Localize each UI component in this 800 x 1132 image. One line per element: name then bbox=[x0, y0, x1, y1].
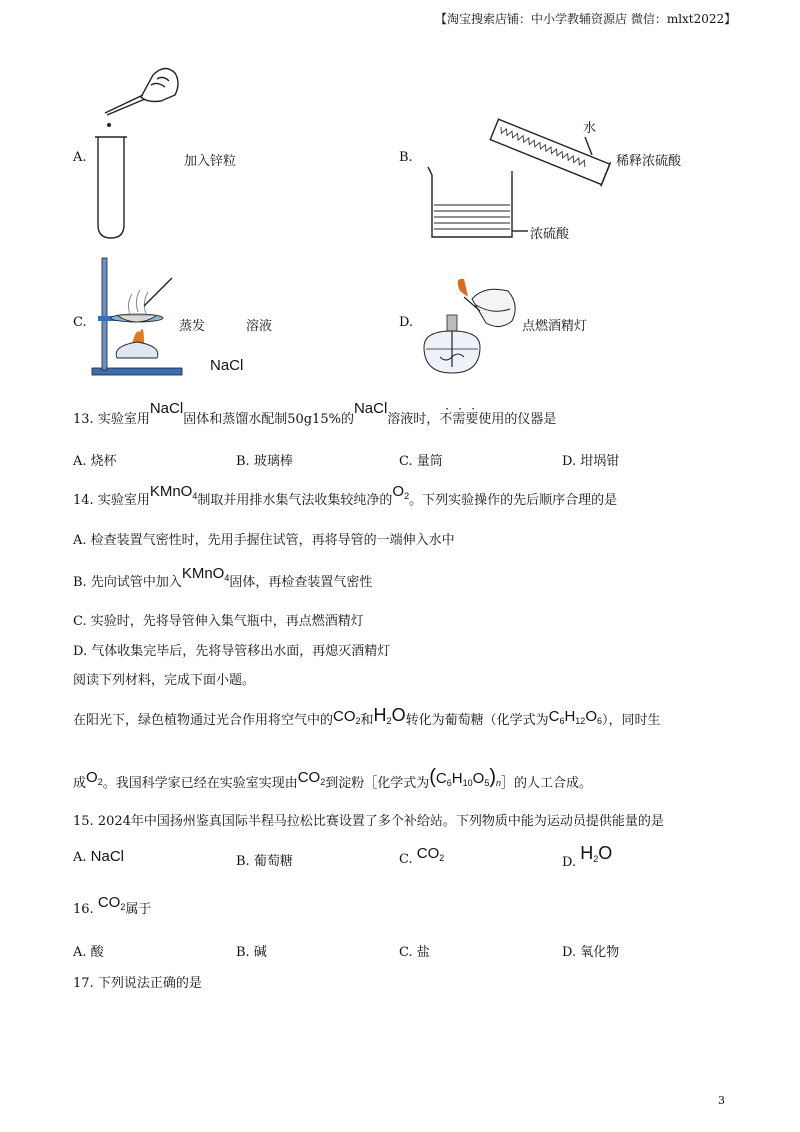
option-a-caption: 加入锌粒 bbox=[184, 154, 237, 169]
q13-text-4: 使用的仪器是 bbox=[478, 412, 557, 427]
question-13-stem: 13. 实验室用NaCl固体和蒸馏水配制50g15%的NaCl溶液时，不 · 需 · 要 · 使用的仪器是 bbox=[73, 400, 557, 427]
q14-option-d[interactable]: D. 气体收集完毕后，先将导管移出水面，再熄灭酒精灯 bbox=[73, 644, 391, 659]
question-14-number: 14. bbox=[73, 493, 94, 508]
question-13-number: 13. bbox=[73, 412, 94, 427]
q14-text-2: 制取并用排水集气法收集较纯净的 bbox=[197, 493, 393, 508]
q13-formula-nacl-2: NaCl bbox=[353, 400, 388, 417]
option-c-letter: C. bbox=[73, 315, 87, 330]
q16-option-b[interactable]: B. 碱 bbox=[236, 945, 267, 960]
add-zinc-illustration bbox=[95, 55, 185, 245]
q13-text-2: 固体和蒸馏水配制50g15%的 bbox=[183, 412, 354, 427]
q14-formula-kmno4: KMnO$_4$ bbox=[149, 483, 198, 501]
q13-emph-1: 不 bbox=[439, 412, 453, 427]
q14-option-c[interactable]: C. 实验时，先将导管伸入集气瓶中，再点燃酒精灯 bbox=[73, 614, 364, 629]
q13-option-a[interactable]: A. 烧杯 bbox=[73, 454, 117, 469]
option-d-letter: D. bbox=[399, 315, 414, 330]
q15-option-b[interactable]: B. 葡萄糖 bbox=[236, 854, 293, 869]
evaporation-illustration bbox=[92, 258, 182, 378]
conc-acid-label: 浓硫酸 bbox=[530, 227, 570, 242]
option-d-caption: 点燃酒精灯 bbox=[522, 319, 588, 334]
q16-option-c[interactable]: C. 盐 bbox=[399, 945, 430, 960]
nacl-label: NaCl bbox=[210, 357, 244, 374]
q14-text-3: 。下列实验操作的先后顺序合理的是 bbox=[409, 493, 618, 508]
q13-text-1: 实验室用 bbox=[97, 412, 150, 427]
option-c-caption-solution: 溶液 bbox=[246, 319, 273, 334]
q14-text-1: 实验室用 bbox=[97, 493, 150, 508]
question-15-stem: 15. 2024年中国扬州鉴真国际半程马拉松比赛设置了多个补给站。下列物质中能为运动员提供能量的是 bbox=[73, 814, 664, 829]
q14-option-b[interactable]: B. 先向试管中加入KMnO$_4$固体，再检查装置气密性 bbox=[73, 565, 373, 590]
page-header: 【淘宝搜索店铺：中小学教辅资源店 微信：mlxt2022】 bbox=[435, 12, 737, 26]
question-14-stem bbox=[73, 483, 618, 508]
q14-option-a[interactable]: A. 检查装置气密性时，先用手握住试管，再将导管的一端伸入水中 bbox=[73, 533, 455, 548]
option-a-letter: A. bbox=[73, 150, 87, 165]
q13-text-3: 溶液时， bbox=[387, 412, 440, 427]
q13-emph-3: 要 bbox=[465, 412, 479, 427]
page-number: 3 bbox=[718, 1094, 725, 1107]
light-lamp-illustration bbox=[420, 275, 520, 380]
q15-option-c[interactable]: C. $CO_2$ bbox=[399, 845, 445, 867]
water-label: 水 bbox=[583, 121, 597, 136]
q13-formula-nacl-1: NaCl bbox=[149, 400, 184, 417]
reading-intro: 阅读下列材料，完成下面小题。 bbox=[73, 673, 256, 688]
q13-emph-2: 需 bbox=[452, 412, 466, 427]
q16-option-a[interactable]: A. 酸 bbox=[73, 945, 104, 960]
q13-option-b[interactable]: B. 玻璃棒 bbox=[236, 454, 293, 469]
question-17-stem: 17. 下列说法正确的是 bbox=[73, 976, 202, 991]
q14-formula-o2: $O_2$ bbox=[392, 483, 410, 501]
reading-line-1: 在阳光下，绿色植物通过光合作用将空气中的$CO_2$和$H_2O$转化为葡萄糖（化学式为$C_6H_{12}O_6$），同时生 bbox=[73, 705, 661, 728]
reading-line-2: 成$O_2$。我国科学家已经在实验室实现由$CO_2$到淀粉［化学式为$(C_6H_{10}O_5)_n]$的人工合成。 bbox=[73, 766, 593, 791]
option-b-letter: B. bbox=[399, 150, 413, 165]
q13-option-d[interactable]: D. 坩埚钳 bbox=[562, 454, 620, 469]
q16-option-d[interactable]: D. 氧化物 bbox=[562, 945, 620, 960]
option-c-caption-evaporate: 蒸发 bbox=[179, 319, 206, 334]
option-b-caption: 稀释浓硫酸 bbox=[616, 154, 682, 169]
question-16-stem: 16. $CO_2$属于 bbox=[73, 894, 152, 917]
q13-option-c[interactable]: C. 量筒 bbox=[399, 454, 443, 469]
q15-option-d[interactable]: D. $H_2O$ bbox=[562, 843, 613, 870]
q15-option-a[interactable]: A. NaCl bbox=[73, 848, 125, 865]
